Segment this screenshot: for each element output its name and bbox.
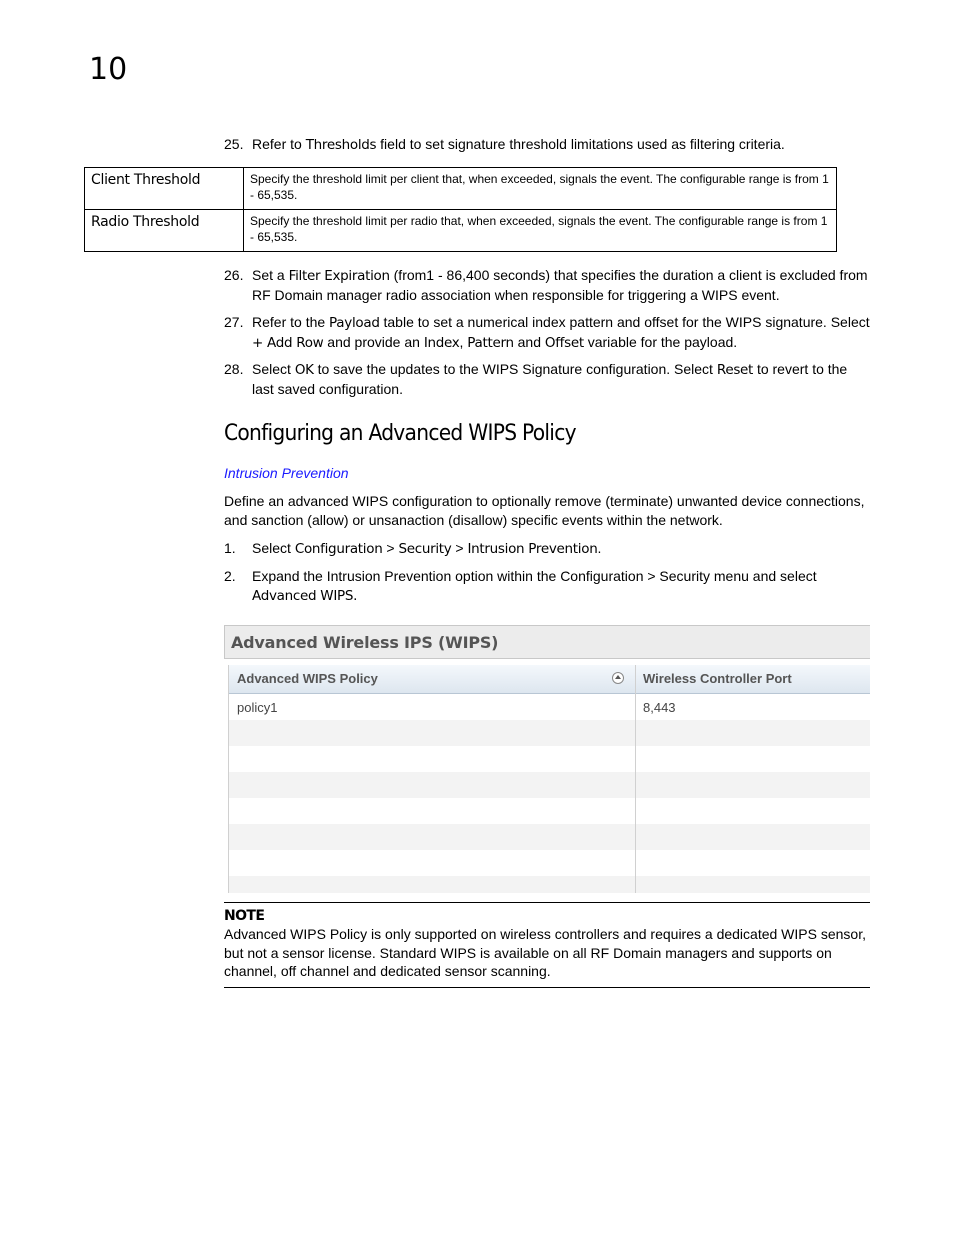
- param-description: Specify the threshold limit per radio that, when exceeded, signals the event. The configurable range is from 1 - 65,535.: [244, 210, 837, 252]
- step-number: 28.: [224, 361, 244, 377]
- wips-screenshot-panel: [224, 625, 870, 893]
- term-reset: Reset: [716, 362, 754, 378]
- panel-title: Advanced Wireless IPS (WIPS): [231, 633, 499, 652]
- step-text: field to set signature threshold limitations used as filtering criteria.: [376, 136, 785, 152]
- term-pattern: Pattern: [467, 335, 514, 351]
- table-row[interactable]: [229, 694, 870, 720]
- empty-row: [229, 824, 870, 850]
- intro-paragraph: Define an advanced WIPS configuration to optionally remove (terminate) unwanted device connections, and sanction (allow) or unsanaction (disallow) specific events within the network.: [224, 493, 865, 528]
- step-number: 2.: [224, 568, 236, 584]
- section-heading: Configuring an Advanced WIPS Policy: [224, 421, 576, 446]
- step-text: and provide an: [323, 334, 424, 350]
- note-title: NOTE: [224, 908, 265, 924]
- step-text: Refer to the: [252, 314, 330, 330]
- table-row: [85, 168, 837, 210]
- step-text: >: [382, 540, 399, 556]
- step-text: to revert to the last saved configuration.: [252, 361, 848, 397]
- step-2: [224, 567, 870, 606]
- step-text: .: [597, 540, 602, 556]
- policy-name-cell: policy1: [237, 700, 278, 715]
- term-payload: Payload: [329, 315, 380, 331]
- step-number: 25.: [224, 136, 244, 152]
- step-text: Select: [252, 540, 295, 556]
- step-text: to save the updates to the WIPS Signature configuration. Select: [313, 361, 717, 377]
- step-text: Set a: [252, 267, 289, 283]
- step-number: 26.: [224, 267, 244, 283]
- step-25: [224, 135, 870, 155]
- empty-row: [229, 720, 870, 746]
- param-name: Client Threshold: [85, 168, 244, 210]
- step-text: variable for the payload.: [583, 334, 738, 350]
- step-text: and: [513, 334, 545, 350]
- note-body: Advanced WIPS Policy is only supported on wireless controllers and requires a dedicated WIPS sensor, but not a sensor license. Standard WIPS is available on all RF Domain managers and supports on channel, off channel and dedicated sensor scanning.: [224, 926, 866, 979]
- step-text: Select: [252, 361, 295, 377]
- step-text: >: [451, 540, 468, 556]
- empty-row: [229, 772, 870, 798]
- term-configuration: Configuration: [294, 541, 383, 557]
- step-number: 1.: [224, 540, 236, 556]
- note-box: [224, 902, 870, 988]
- step-text: Refer to: [252, 136, 306, 152]
- step-27: [224, 313, 870, 353]
- empty-row: [229, 746, 870, 772]
- step-text: Expand the Intrusion Prevention option within the Configuration > Security menu and select: [252, 568, 817, 584]
- policy-grid: [228, 665, 870, 893]
- empty-row: [229, 798, 870, 824]
- chapter-number: 10: [89, 52, 128, 87]
- empty-row: [229, 850, 870, 876]
- term-index: Index: [423, 335, 460, 351]
- param-name: Radio Threshold: [85, 210, 244, 252]
- step-text: ,: [459, 334, 468, 350]
- term-offset: Offset: [544, 335, 584, 351]
- column-header-policy[interactable]: Advanced WIPS Policy: [237, 671, 378, 686]
- step-text: table to set a numerical index pattern and offset for the WIPS signature. Select: [379, 314, 870, 330]
- cross-reference-link[interactable]: Intrusion Prevention: [224, 465, 349, 481]
- step-1: [224, 539, 870, 559]
- panel-title-bar: [224, 625, 870, 659]
- param-description: Specify the threshold limit per client that, when exceeded, signals the event. The configurable range is from 1 - 65,535.: [244, 168, 837, 210]
- grid-header: [229, 665, 870, 694]
- sort-ascending-icon[interactable]: [612, 672, 624, 684]
- term-thresholds: Thresholds: [305, 137, 377, 153]
- term-intrusion-prevention: Intrusion Prevention: [467, 541, 598, 557]
- term-ok: OK: [294, 362, 314, 378]
- step-text: (from1 - 86,400 seconds) that specifies the duration a client is excluded from RF Domain manager radio association when responsible for triggering a WIPS event.: [252, 267, 868, 303]
- step-number: 27.: [224, 314, 244, 330]
- empty-row: [229, 876, 870, 893]
- term-filter-expiration: Filter Expiration: [288, 268, 390, 284]
- term-security: Security: [398, 541, 452, 557]
- term-advanced-wips: Advanced WIPS.: [252, 588, 358, 604]
- table-row: [85, 210, 837, 252]
- column-header-port[interactable]: Wireless Controller Port: [643, 671, 792, 686]
- term-add-row: + Add Row: [252, 335, 324, 351]
- column-divider: [635, 665, 636, 893]
- parameters-table: [84, 167, 837, 252]
- controller-port-cell: 8,443: [643, 700, 676, 715]
- step-28: [224, 360, 870, 399]
- step-26: [224, 266, 870, 305]
